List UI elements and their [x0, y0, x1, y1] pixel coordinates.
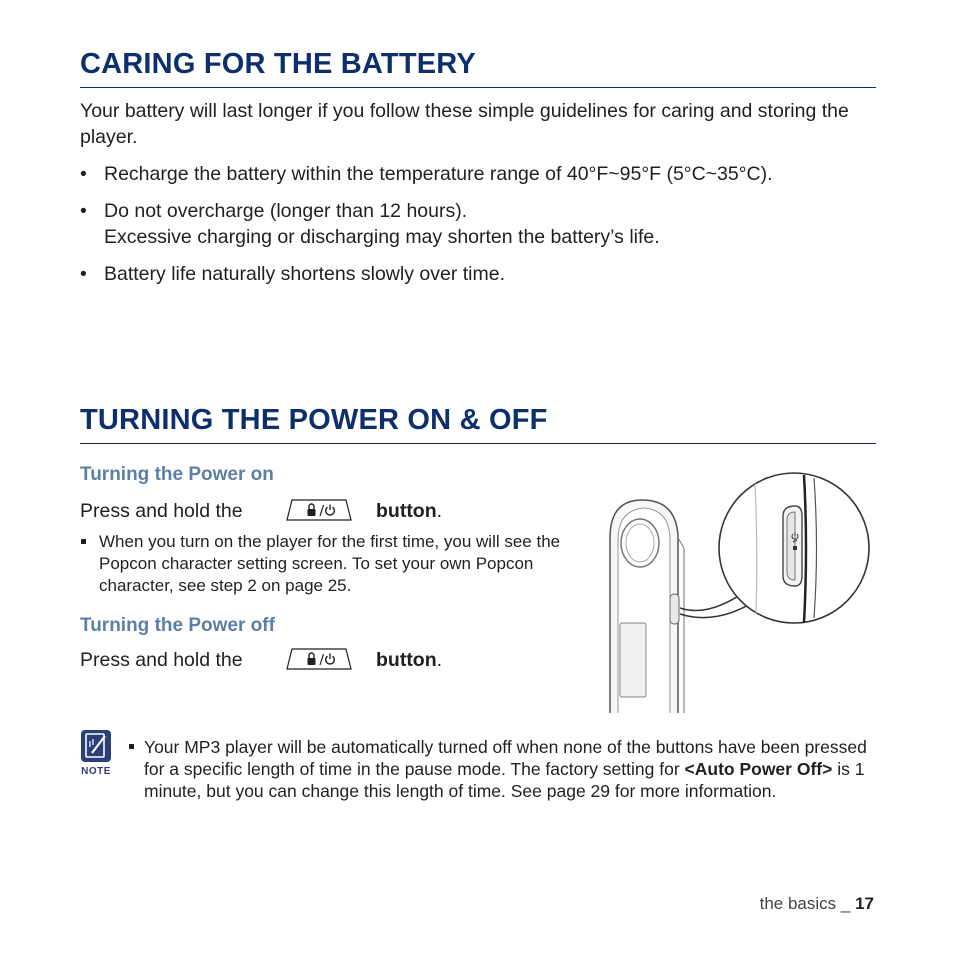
subheading-power-on: Turning the Power on — [80, 464, 274, 485]
section-title-power: TURNING THE POWER ON & OFF — [80, 404, 548, 436]
note-icon — [80, 729, 112, 763]
power-off-button-word — [376, 647, 442, 673]
bullet-marker: • — [80, 163, 87, 185]
note-text-after: is 1 minute, but you can change this length of time. See page 29 for more information. — [144, 759, 865, 801]
battery-bullet-1: Recharge the battery within the temperature range of 40°F~95°F (5°C~35°C). — [104, 163, 773, 185]
power-on-instruction: Press and hold the — [80, 500, 243, 522]
period: . — [436, 500, 443, 522]
power-on-button-word — [376, 498, 442, 524]
note-bullet-square — [81, 539, 86, 544]
bullet-marker: • — [80, 263, 87, 285]
battery-bullet-2-line2: Excessive charging or discharging may shorten the battery’s life. — [104, 226, 660, 248]
power-on-note: When you turn on the player for the first time, you will see the Popcon character setting screen. To set your own Popcon character, see step 2 on page 25. — [99, 532, 561, 595]
period: . — [436, 649, 443, 671]
bullet-marker: • — [80, 200, 87, 222]
note-text-before: Your MP3 player will be automatically turned off when none of the buttons have been pressed for a specific length of time in the pause mode. The factory setting for — [144, 737, 867, 779]
note-bold-setting: <Auto Power Off> — [684, 759, 833, 779]
button-word: button — [376, 500, 437, 522]
section-title-battery: CARING FOR THE BATTERY — [80, 48, 476, 80]
subheading-power-off: Turning the Power off — [80, 615, 275, 636]
page-footer — [760, 894, 874, 914]
title-underline — [80, 443, 876, 444]
lock-power-button-icon — [286, 648, 352, 670]
title-underline — [80, 87, 876, 88]
battery-bullet-3: Battery life naturally shortens slowly over time. — [104, 263, 505, 285]
battery-bullet-2: Do not overcharge (longer than 12 hours). — [104, 200, 468, 222]
note-label: NOTE — [81, 766, 111, 777]
power-off-instruction: Press and hold the — [80, 649, 243, 671]
mp3-player-illustration — [600, 468, 880, 716]
lock-power-button-icon — [286, 499, 352, 521]
footer-section: the basics _ — [759, 894, 856, 913]
battery-intro: Your battery will last longer if you follow these simple guidelines for caring and storing the player. — [80, 100, 849, 148]
button-word: button — [376, 649, 437, 671]
note-bullet-square — [129, 744, 134, 749]
page-number: 17 — [855, 894, 874, 913]
note-text — [144, 736, 879, 802]
